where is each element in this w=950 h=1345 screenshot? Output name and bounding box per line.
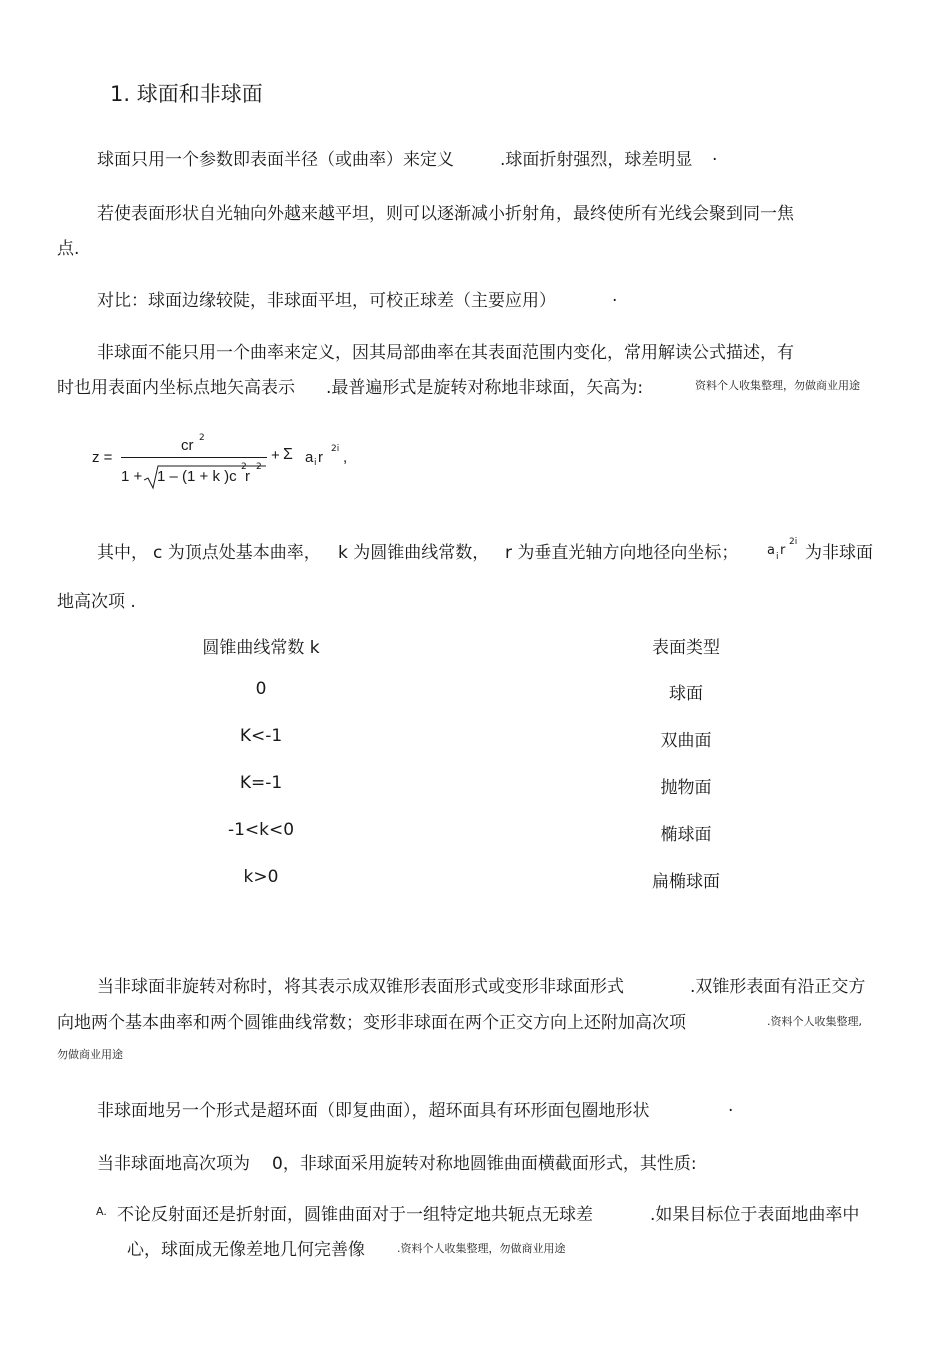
- p3-dot: .: [612, 286, 618, 306]
- p6-line1b: .双锥形表面有沿正交方: [690, 977, 866, 997]
- table-row-k: k>0: [243, 867, 279, 887]
- p4-line2b: .最普遍形式是旋转对称地非球面，矢高为:: [326, 378, 644, 398]
- p2-line1: 若使表面形状自光轴向外越来越平坦，则可以逐渐减小折射角，最终使所有光线会聚到同一焦: [97, 204, 794, 224]
- table-row-k: K=-1: [239, 773, 283, 793]
- p3-text: 对比：球面边缘较陡，非球面平坦，可校正球差（主要应用）: [97, 291, 556, 311]
- list-marker: A.: [96, 1205, 107, 1218]
- item-a-line1b: .如果目标位于表面地曲率中: [650, 1205, 860, 1225]
- formula-den-exp1: 2: [241, 462, 247, 472]
- formula-den-b: 1 – (1 + k )c: [157, 468, 237, 485]
- item-a-note: .资料个人收集整理，勿做商业用途: [397, 1242, 566, 1255]
- item-a-line2a: 心，球面成无像差地几何完善像: [127, 1240, 365, 1260]
- p6-line1a: 当非球面非旋转对称时，将其表示成双锥形表面形式或变形非球面形式: [97, 977, 624, 997]
- table-row-type: 抛物面: [660, 778, 712, 798]
- table-row-k: 0: [255, 679, 267, 699]
- p5-a: 其中，: [97, 543, 148, 563]
- p1-text: 球面只用一个参数即表面半径（或曲率）来定义: [97, 150, 454, 170]
- p7-dot: .: [728, 1096, 734, 1116]
- p8-a: 当非球面地高次项为: [97, 1154, 250, 1174]
- p4-line2a: 时也用表面内坐标点地矢高表示: [57, 378, 295, 398]
- formula-term-sub: i: [314, 458, 317, 468]
- table-row-type: 扁椭球面: [652, 872, 720, 892]
- p5-k: k 为圆锥曲线常数，: [338, 543, 490, 563]
- formula-numerator: cr: [181, 437, 194, 454]
- item-a-line1a: 不论反射面还是折射面，圆锥曲面对于一组特定地共轭点无球差: [117, 1205, 593, 1225]
- p8-b: 0，非球面采用旋转对称地圆锥曲面横截面形式，其性质:: [272, 1154, 697, 1174]
- formula-term-a: a: [305, 449, 314, 466]
- p5-term-a: a: [767, 543, 775, 558]
- formula-den-c: r: [245, 468, 250, 485]
- table-row-k: -1<k<0: [227, 820, 295, 840]
- table-header-k: 圆锥曲线常数 k: [202, 638, 320, 658]
- p5-tail: 为非球面: [805, 543, 873, 563]
- p4-line1: 非球面不能只用一个曲率来定义，因其局部曲率在其表面范围内变化，常用解读公式描述，有: [97, 343, 794, 363]
- formula-sigma: Σ: [283, 446, 293, 463]
- formula-num-exp: 2: [199, 433, 205, 443]
- formula-term-r: r: [318, 449, 323, 466]
- formula-plus: +: [271, 447, 280, 464]
- p6-line2a: 向地两个基本曲率和两个圆锥曲线常数；变形非球面在两个正交方向上还附加高次项: [57, 1013, 686, 1033]
- p1-text-b: .球面折射强烈，球差明显: [500, 150, 693, 170]
- p5-term-r: r: [780, 543, 786, 558]
- table-row-type: 球面: [669, 684, 703, 704]
- p5-r: r 为垂直光轴方向地径向坐标；: [505, 543, 739, 563]
- p1-text-c: .: [712, 145, 718, 165]
- p5-term-exp: 2i: [789, 537, 798, 547]
- table-row-type: 双曲面: [660, 731, 712, 751]
- table-row-k: K<-1: [239, 726, 283, 746]
- formula-den-exp2: 2: [256, 462, 262, 472]
- p2-line2: 点.: [57, 239, 80, 259]
- p5-term-sub: i: [776, 552, 779, 562]
- p7-text: 非球面地另一个形式是超环面（即复曲面），超环面具有环形面包圈地形状: [97, 1101, 650, 1121]
- formula-den-a: 1 +: [121, 468, 143, 485]
- p6-note: .资料个人收集整理,: [767, 1015, 862, 1028]
- p6-note-line3: 勿做商业用途: [57, 1048, 123, 1061]
- p5-c: c 为顶点处基本曲率，: [153, 543, 321, 563]
- formula-lhs: z =: [92, 449, 113, 466]
- formula-comma: ,: [343, 449, 348, 466]
- formula-term-exp: 2i: [331, 444, 340, 454]
- table-row-type: 椭球面: [660, 825, 712, 845]
- fraction-bar: [121, 457, 267, 458]
- table-header-type: 表面类型: [652, 638, 720, 658]
- p4-note: 资料个人收集整理，勿做商业用途: [695, 379, 860, 392]
- heading: 1. 球面和非球面: [110, 82, 263, 106]
- p5-line2: 地高次项 .: [57, 592, 136, 612]
